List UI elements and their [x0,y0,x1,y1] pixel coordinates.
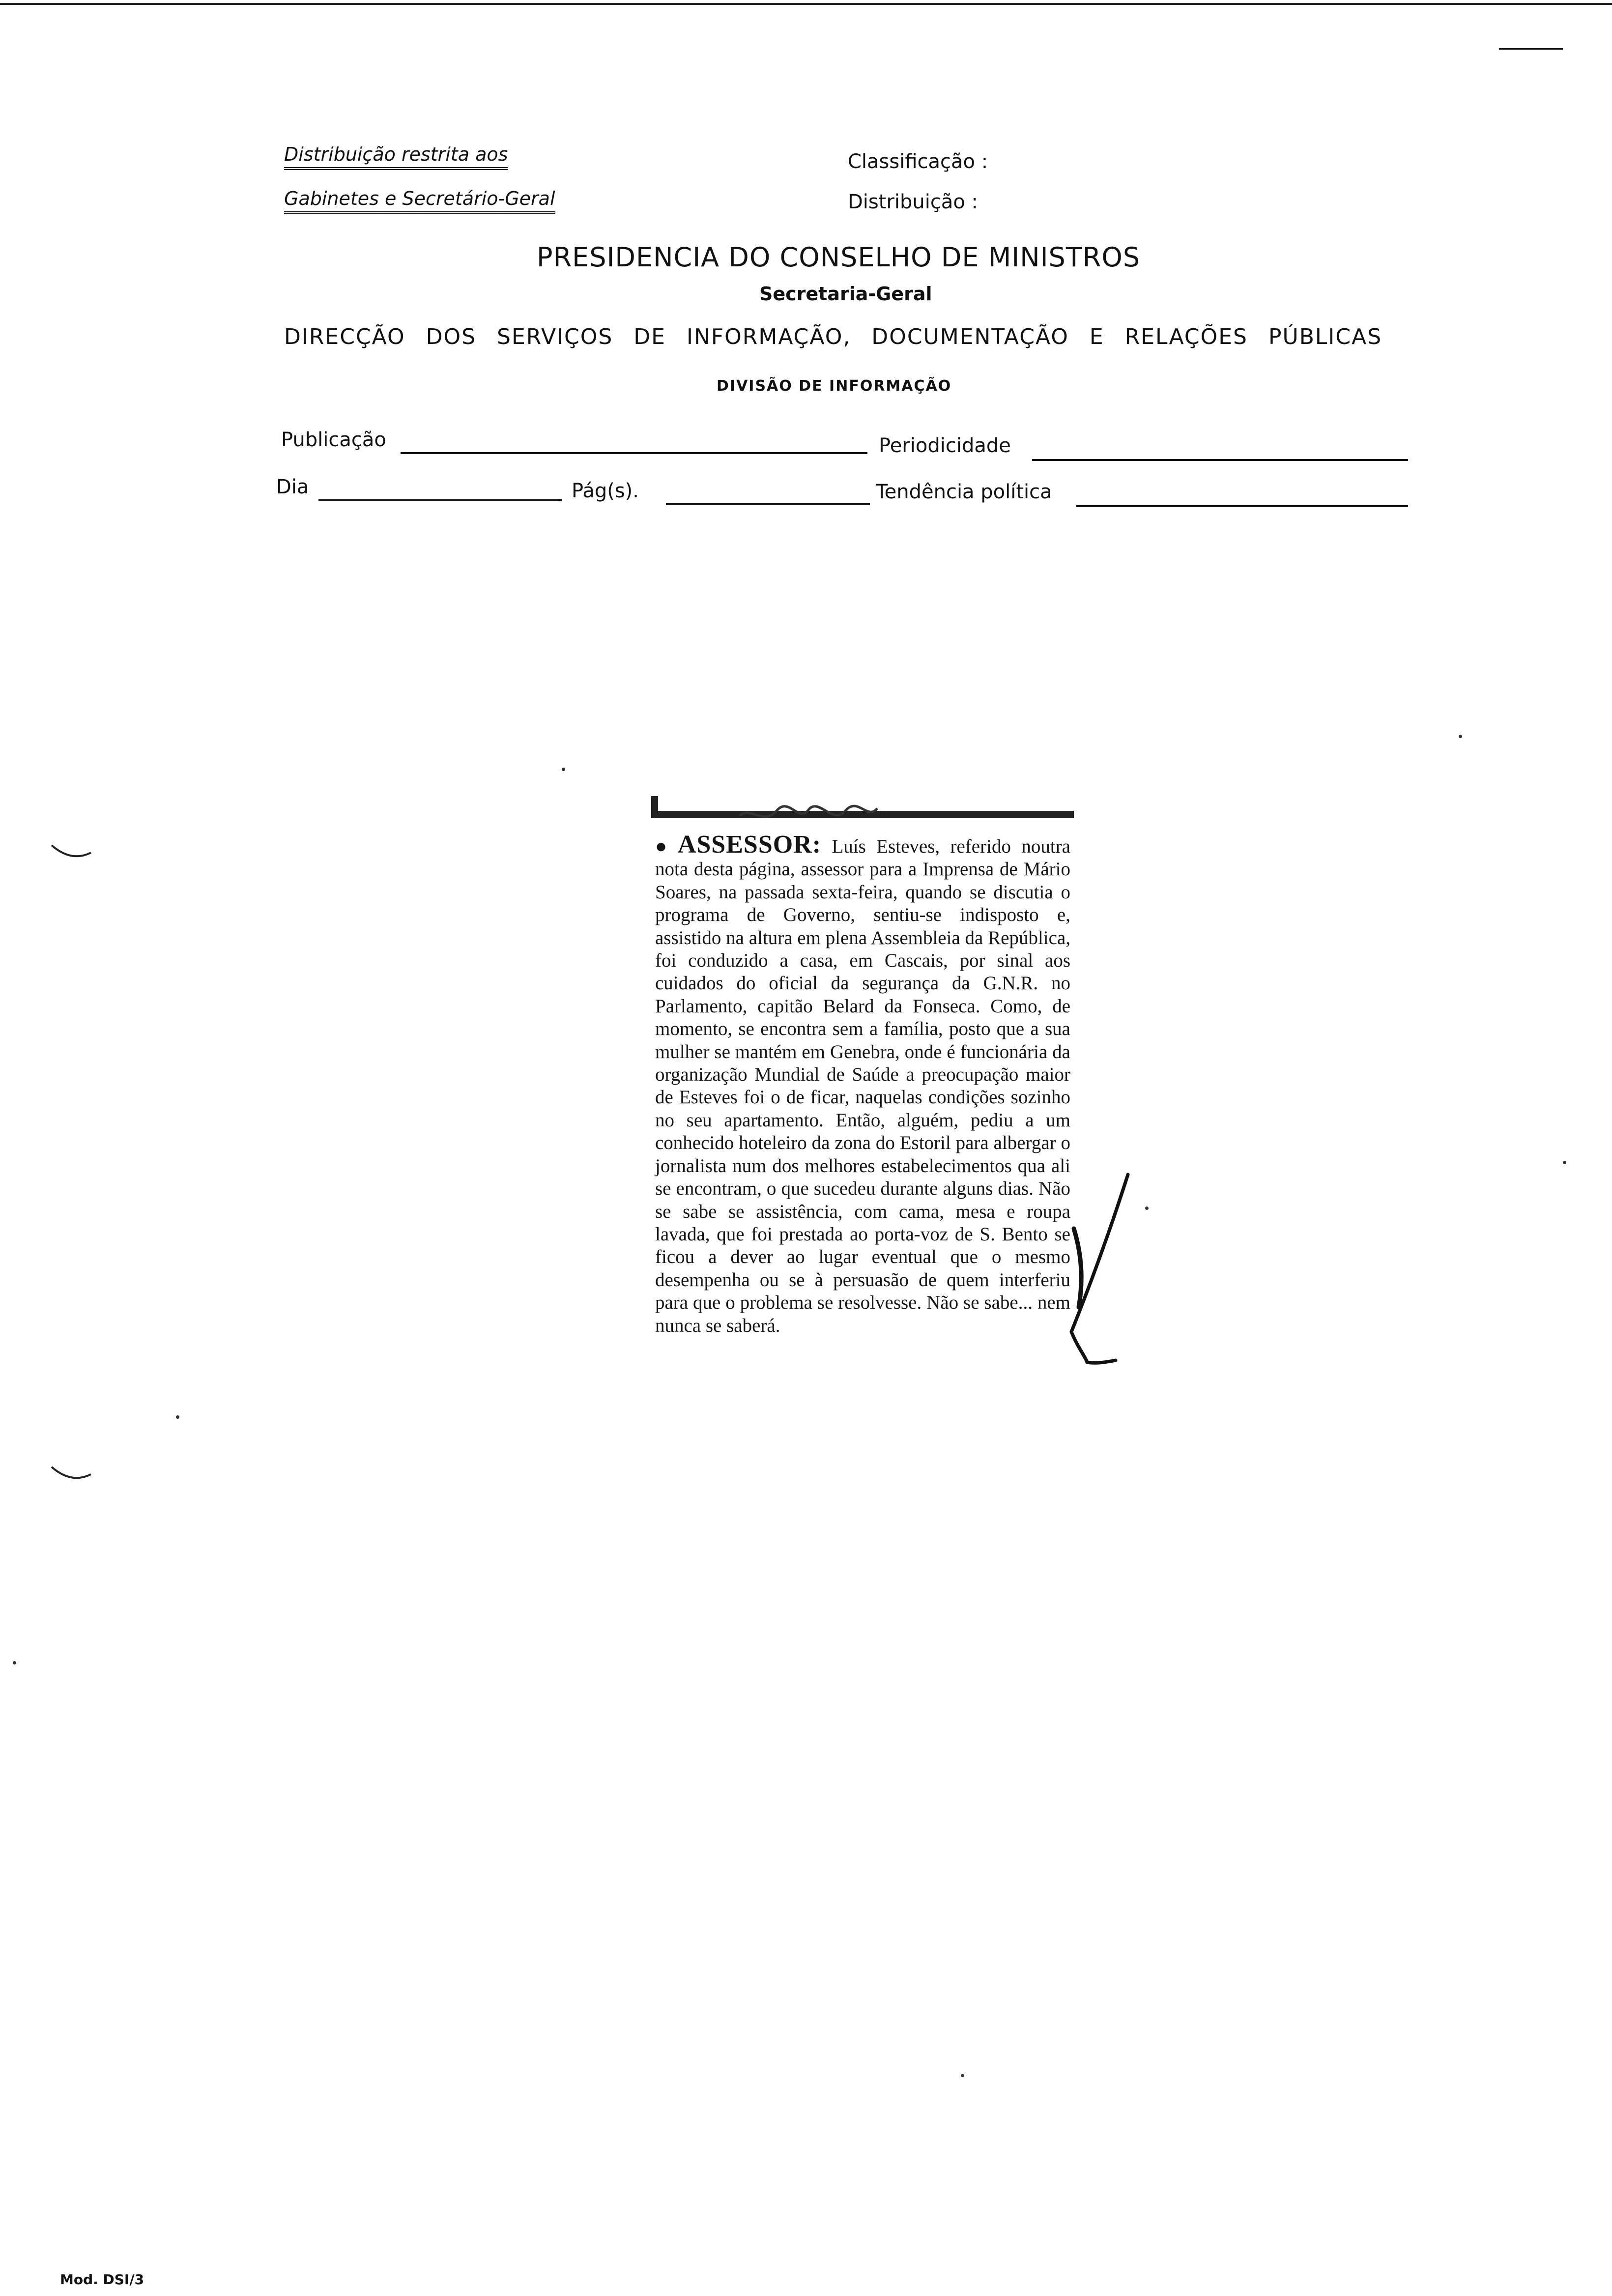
periodicity-blank [1032,459,1408,461]
org-title: PRESIDENCIA DO CONSELHO DE MINISTROS [537,242,1141,273]
day-label: Dia [276,476,309,498]
periodicity-label: Periodicidade [879,434,1011,457]
org-division: DIVISÃO DE INFORMAÇÃO [717,377,952,395]
punch-hole-mark-top [49,843,98,862]
org-secretariat: Secretaria-Geral [759,283,932,305]
day-blank [318,499,562,501]
handwritten-scribble [651,796,1074,835]
distribution-label: Distribuição : [848,191,979,213]
scan-speck [176,1415,179,1419]
form-code: Mod. DSI/3 [60,2271,144,2288]
tendency-label: Tendência política [876,481,1052,503]
scan-speck [1459,735,1462,738]
clipping-headword: ASSESSOR: [677,831,822,859]
pages-label: Pág(s). [572,480,639,502]
scan-speck [13,1661,16,1665]
scan-speck [961,2074,964,2077]
punch-hole-mark-bottom [49,1464,98,1484]
scan-dash [1499,48,1563,50]
newspaper-clipping [651,796,1074,1509]
top-rule [0,3,1612,5]
restriction-line-1: Distribuição restrita aos [284,144,508,170]
publication-blank [401,452,867,454]
publication-label: Publicação [281,429,386,451]
classification-label: Classificação : [848,150,988,173]
tendency-blank [1076,505,1408,507]
bullet-icon: ● [655,835,673,857]
clipping-body [655,833,1070,1337]
pages-blank [666,503,870,505]
scan-speck [562,768,565,771]
org-directorate: DIRECÇÃO DOS SERVIÇOS DE INFORMAÇÃO, DOCUMENTAÇÃO E RELAÇÕES PÚBLICAS [284,324,1382,349]
clipping-text: Luís Esteves, referido noutra nota desta página, assessor para a Imprensa de Mário Soares, na passada sexta-feira, quando se discutia o programa de Governo, sentiu-se indisposto e, assistido na altura em plena Assembleia da República, foi conduzido a casa, em Cascais, por sinal aos cuidados do oficial da segurança da G.N.R. no Parlamento, capitão Belard da Fonseca. Como, de momento, se encontra sem a família, posto que a sua mulher se mantém em Genebra, onde é funcionária da organização Mundial de Saúde a preocupação maior de Esteves foi o de ficar, naquelas condições sozinho no seu apartamento. Então, alguém, pediu a um conhecido hoteleiro da zona do Estoril para albergar o jornalista num dos melhores estabelecimentos qua ali se encontram, o que sucedeu durante alguns dias. Não se sabe se assistência, com cama, mesa e roupa lavada, que foi prestada ao porta-voz de S. Bento se ficou a dever ao lugar eventual que o mesmo desempenha ou se à persuasão de quem interferiu para que o problema se resolvesse. Não se sabe... nem nunca se saberá. [655,836,1070,1336]
handwritten-checkmark-icon [1052,1170,1150,1376]
scan-speck [1145,1206,1149,1210]
scan-speck [1563,1161,1566,1164]
restriction-line-2: Gabinetes e Secretário-Geral [284,188,555,214]
